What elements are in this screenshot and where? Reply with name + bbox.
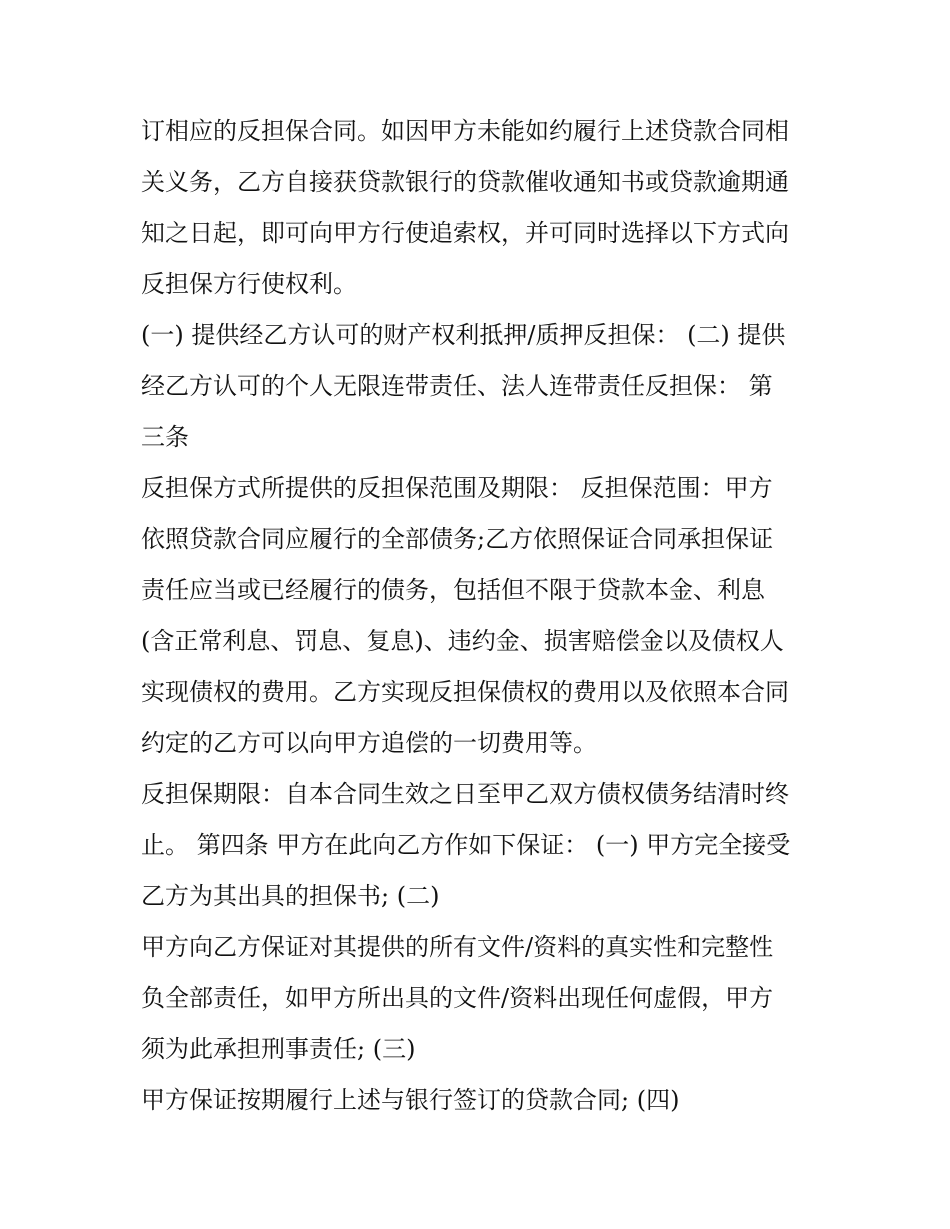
text-line: 三条 — [141, 423, 189, 451]
text-line: 关义务，乙方自接获贷款银行的贷款催收通知书或贷款逾期通 — [141, 168, 789, 196]
text-line: 经乙方认可的个人无限连带责任、法人连带责任反担保： 第 — [141, 372, 773, 400]
text-line: 依照贷款合同应履行的全部债务;乙方依照保证合同承担保证 — [141, 525, 774, 553]
text-line: 反担保期限：自本合同生效之日至甲乙双方债权债务结清时终 — [141, 780, 789, 808]
text-line: 乙方为其出具的担保书; (二) — [141, 882, 440, 910]
text-line: 甲方向乙方保证对其提供的所有文件/资料的真实性和完整性 — [141, 933, 774, 961]
document-body — [141, 106, 831, 1126]
text-line: 反担保方行使权利。 — [141, 270, 357, 298]
text-line: (一) 提供经乙方认可的财产权利抵押/质押反担保： (二) 提供 — [141, 321, 786, 349]
text-line: 订相应的反担保合同。如因甲方未能如约履行上述贷款合同相 — [141, 117, 789, 145]
text-line: (含正常利息、罚息、复息)、违约金、损害赔偿金以及债权人 — [141, 627, 784, 655]
text-line: 须为此承担刑事责任; (三) — [141, 1035, 416, 1063]
text-line: 甲方保证按期履行上述与银行签订的贷款合同; (四) — [141, 1086, 680, 1114]
text-line: 责任应当或已经履行的债务，包括但不限于贷款本金、利息 — [141, 576, 765, 604]
text-line: 止。 第四条 甲方在此向乙方作如下保证： (一) 甲方完全接受 — [141, 831, 791, 859]
text-line: 负全部责任，如甲方所出具的文件/资料出现任何虚假，甲方 — [141, 984, 774, 1012]
text-line: 实现债权的费用。乙方实现反担保债权的费用以及依照本合同 — [141, 678, 789, 706]
text-line: 知之日起，即可向甲方行使追索权，并可同时选择以下方式向 — [141, 219, 789, 247]
text-line: 反担保方式所提供的反担保范围及期限： 反担保范围：甲方 — [141, 474, 773, 502]
text-line: 约定的乙方可以向甲方追偿的一切费用等。 — [141, 729, 597, 757]
